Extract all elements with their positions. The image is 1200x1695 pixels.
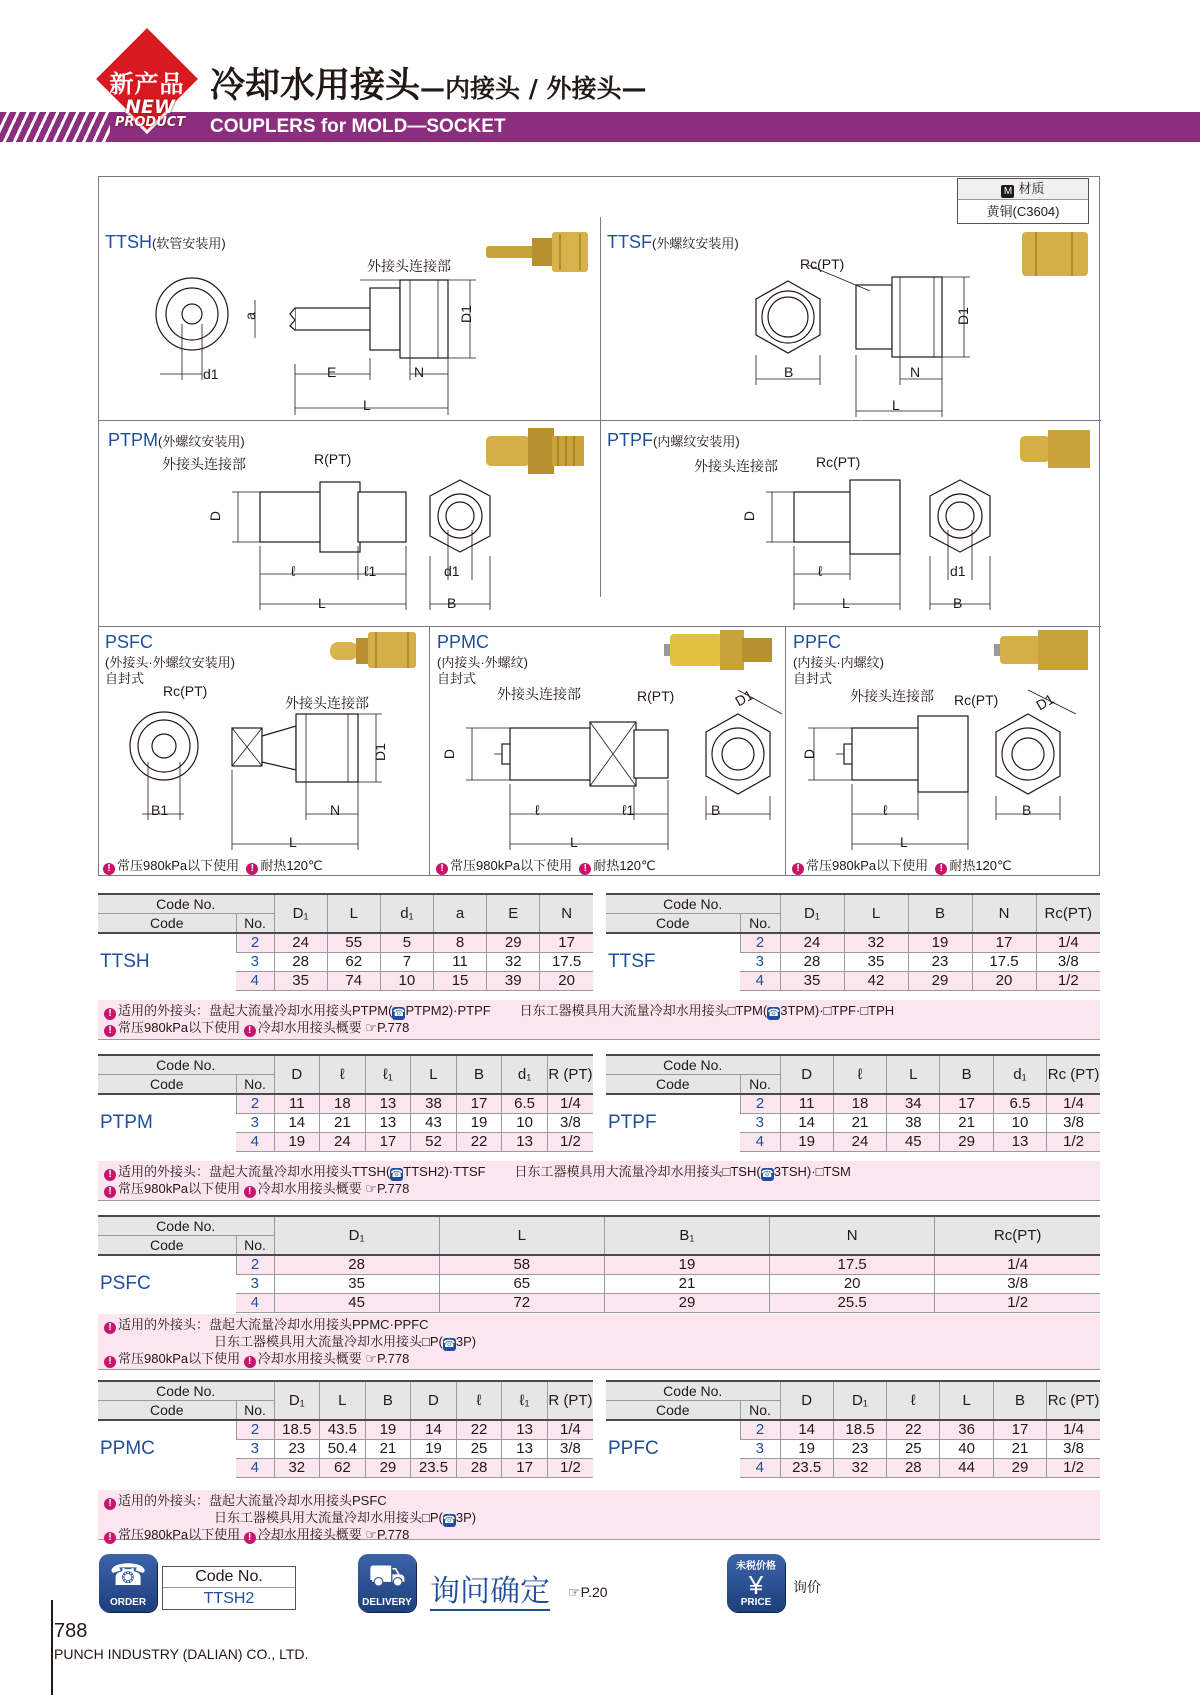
psfc-note: ! 常压980kPa以下使用 ! 耐热120℃	[103, 855, 323, 875]
ppfc-note: ! 常压980kPa以下使用 ! 耐热120℃	[792, 855, 1012, 875]
table-row: 4 23.5 32 28 44 29 1/2	[606, 1459, 1100, 1478]
ppmc-photo	[664, 628, 774, 672]
psfc-code: PSFC	[98, 1255, 236, 1313]
table-row: 3 14 21 38 21 10 3/8	[606, 1114, 1100, 1133]
ppmc-subtitle: (内接头·外螺纹) 自封式	[437, 655, 528, 686]
pointing-hand-icon: ☞	[365, 1351, 378, 1366]
badge-product-word: PRODUCT	[114, 115, 186, 130]
ppfc-photo	[994, 628, 1090, 672]
phone-icon: ☎	[760, 1169, 774, 1180]
table-row: 4 19 24 17 52 22 13 1/2	[98, 1133, 593, 1152]
material-box	[957, 178, 1089, 224]
ppfc-spec-table: Code No. D D₁ ℓ L B Rc (PT) Code No. PPFC 2 14 18.5 22 36 17 1/4 3 19 23 25 40 21 3/8 4 23.5 32 28 44 29 1/2	[608, 1383, 1100, 1476]
order-code-box	[162, 1566, 296, 1610]
price-text: 询价	[793, 1579, 821, 1595]
ppfc-title: PPFC	[793, 632, 842, 652]
ptpm-photo	[486, 428, 586, 474]
table-row: 3 28 35 23 17.5 3/8	[606, 953, 1100, 972]
ttsf-photo	[1022, 228, 1088, 280]
pointing-hand-icon: ☞	[365, 1181, 378, 1196]
ttsh-port-label: 外接头连接部	[367, 258, 451, 274]
badge-label: 新产品	[109, 70, 185, 98]
material-label: 材质	[1018, 181, 1045, 196]
ttsf-drawing	[740, 255, 980, 425]
table-row: 3 35 65 21 20 3/8	[98, 1275, 1100, 1294]
table-row: 4 35 74 10 15 39 20	[98, 972, 593, 991]
ppfc-code: PPFC	[606, 1420, 740, 1478]
psfc-title: PSFC	[105, 632, 154, 652]
pointing-hand-icon: ☞	[365, 1527, 378, 1542]
notes-band-4: ! 适用的外接头：盘起大流量冷却水用接头PSFC 日东工器模具用大流量冷却水用接头□P(☎3P) ! 常压980kPa以下使用 ! 冷却水用接头概要 ☞P.778	[98, 1490, 1100, 1540]
table-row: 3 14 21 13 43 19 10 3/8	[98, 1114, 593, 1133]
ptpm-title: PTPM(外螺纹安装用)	[108, 430, 245, 450]
table-row: PTPM 2 11 18 13 38 17 6.5 1/4	[98, 1094, 593, 1114]
ttsf-code: TTSF	[606, 933, 740, 991]
table-row: 4 45 72 29 25.5 1/2	[98, 1294, 1100, 1313]
ppfc-drawing	[800, 700, 1100, 850]
ptpf-title: PTPF(内螺纹安装用)	[607, 430, 740, 450]
page-title	[210, 58, 647, 108]
phone-icon: ☎	[392, 1008, 406, 1019]
ttsf-title: TTSF(外螺纹安装用)	[607, 232, 739, 252]
material-value: 黄铜(C3604)	[986, 204, 1060, 219]
ppmc-code: PPMC	[98, 1420, 236, 1478]
page-title-sub: —内接头 / 外接头—	[420, 74, 647, 103]
notes-band-2: ! 适用的外接头：盘起大流量冷却水用接头TTSH(☎TTSH2)·TTSF 日东工器模具用大流量冷却水用接头□TSH(☎3TSH)·□TSM ! 常压980kPa以下使用 ! 冷却水用接头概要 ☞P.778	[98, 1161, 1100, 1201]
order-code-header: Code No.	[163, 1567, 295, 1588]
ppmc-spec-table: Code No. D₁ L B D ℓ ℓ₁ R (PT) Code No. PPMC 2 18.5 43.5 19 14 22 13 1/4 3 23 50.4 21 19 25 13 3/8 4 32 62 29 23.5 28 17 1/2	[100, 1383, 593, 1476]
ttsh-code: TTSH	[98, 933, 236, 991]
phone-icon: ☎	[390, 1169, 404, 1180]
notes-band-3: ! 适用的外接头：盘起大流量冷却水用接头PPMC·PPFC 日东工器模具用大流量冷却水用接头□P(☎3P) ! 常压980kPa以下使用 ! 冷却水用接头概要 ☞P.778	[98, 1314, 1100, 1370]
ppmc-title: PPMC	[437, 632, 490, 652]
ppmc-note: ! 常压980kPa以下使用 ! 耐热120℃	[436, 855, 656, 875]
ppfc-subtitle: (内接头·内螺纹) 自封式	[793, 655, 884, 686]
ptpf-spec-table: Code No. D ℓ L B d₁ Rc (PT) Code No. PTPF 2 11 18 34 17 6.5 1/4 3 14 21 38 21 10 3/8 4 19 24 45 29 13 1/2	[608, 1057, 1100, 1150]
badge-new-word: NEW	[125, 96, 175, 118]
ttsh-title: TTSH(软管安装用)	[105, 232, 226, 252]
psfc-subtitle: (外接头·外螺纹安装用) 自封式	[105, 655, 235, 686]
table-row: PTPF 2 11 18 34 17 6.5 1/4	[606, 1094, 1100, 1114]
phone-icon: ☎	[767, 1008, 780, 1019]
ptpm-drawing	[220, 470, 500, 620]
company-name: PUNCH INDUSTRY (DALIAN) CO., LTD.	[54, 1646, 309, 1662]
table-row: 4 19 24 45 29 13 1/2	[606, 1133, 1100, 1152]
page-title-main: 冷却水用接头	[210, 66, 421, 106]
table-row: 4 35 42 29 20 1/2	[606, 972, 1100, 991]
table-row: 4 32 62 29 23.5 28 17 1/2	[98, 1459, 593, 1478]
psfc-drawing	[120, 700, 410, 850]
pointing-hand-icon: ☞	[568, 1584, 581, 1600]
material-icon: M	[1001, 185, 1014, 198]
phone-icon: ☎	[443, 1515, 456, 1526]
ptpf-photo	[1020, 428, 1092, 470]
price-icon: 未税价格 ¥ PRICE	[727, 1554, 785, 1612]
notes-band-1: ! 适用的外接头：盘起大流量冷却水用接头PTPM(☎PTPM2)·PTPF 日东工器模具用大流量冷却水用接头□TPM(☎3TPM)·□TPF·□TPH ! 常压980kPa以下使用 ! 冷却水用接头概要 ☞P.778	[98, 1000, 1100, 1040]
ptpf-drawing	[742, 470, 1022, 620]
delivery-icon: ⛟ DELIVERY	[358, 1554, 416, 1612]
order-code-value: TTSH2	[203, 1590, 255, 1607]
delivery-text: 询问确定	[430, 1574, 550, 1609]
delivery-reference[interactable]: ☞P.20	[568, 1584, 608, 1600]
table-row: PPFC 2 14 18.5 22 36 17 1/4	[606, 1420, 1100, 1440]
page-number: 788	[54, 1620, 88, 1642]
table-row: 3 23 50.4 21 19 25 13 3/8	[98, 1440, 593, 1459]
ttsf-spec-table: Code No. D₁ L B N Rc(PT) Code No. TTSF 2 24 32 19 17 1/4 3 28 35 23 17.5 3/8 4 35 42 29 20 1/2	[606, 893, 1100, 991]
ppmc-drawing	[448, 700, 778, 850]
ptpm-spec-table: Code No. D ℓ ℓ₁ L B d₁ R (PT) Code No. PTPM 2 11 18 13 38 17 6.5 1/4 3 14 21 13 43 19 10 3/8 4 19 24 17 52 22 13 1/2	[100, 1057, 593, 1150]
page-title-english: COUPLERS for MOLD—SOCKET	[210, 116, 506, 137]
psfc-photo	[330, 630, 418, 670]
ptpf-code: PTPF	[606, 1094, 740, 1152]
footer-vertical-line	[51, 1600, 53, 1695]
table-row: TTSH 2 24 55 5 8 29 17	[98, 933, 593, 953]
table-row: PSFC 2 28 58 19 17.5 1/4	[98, 1255, 1100, 1275]
badge-new-text	[100, 96, 200, 130]
table-row: 3 28 62 7 11 32 17.5	[98, 953, 593, 972]
table-row: TTSF 2 24 32 19 17 1/4	[606, 933, 1100, 953]
ttsh-spec-table: Code No. D₁ L d₁ a E N Code No. TTSH 2 24 55 5 8 29 17 3 28 62 7 11 32 17.5 4 35 74 10 15 39 20	[98, 893, 593, 991]
table-row: PPMC 2 18.5 43.5 19 14 22 13 1/4	[98, 1420, 593, 1440]
ptpm-code: PTPM	[98, 1094, 236, 1152]
psfc-spec-table: Code No. D₁ L B₁ N Rc(PT) Code No. PSFC 2 28 58 19 17.5 1/4 3 35 65 21 20 3/8 4 45 72 29 25.5 1/2	[98, 1215, 1100, 1313]
pointing-hand-icon: ☞	[365, 1020, 378, 1035]
ttsh-photo	[486, 232, 590, 274]
order-icon: ☎ ORDER	[99, 1554, 157, 1612]
table-row: 3 19 23 25 40 21 3/8	[606, 1440, 1100, 1459]
phone-icon: ☎	[443, 1339, 456, 1350]
